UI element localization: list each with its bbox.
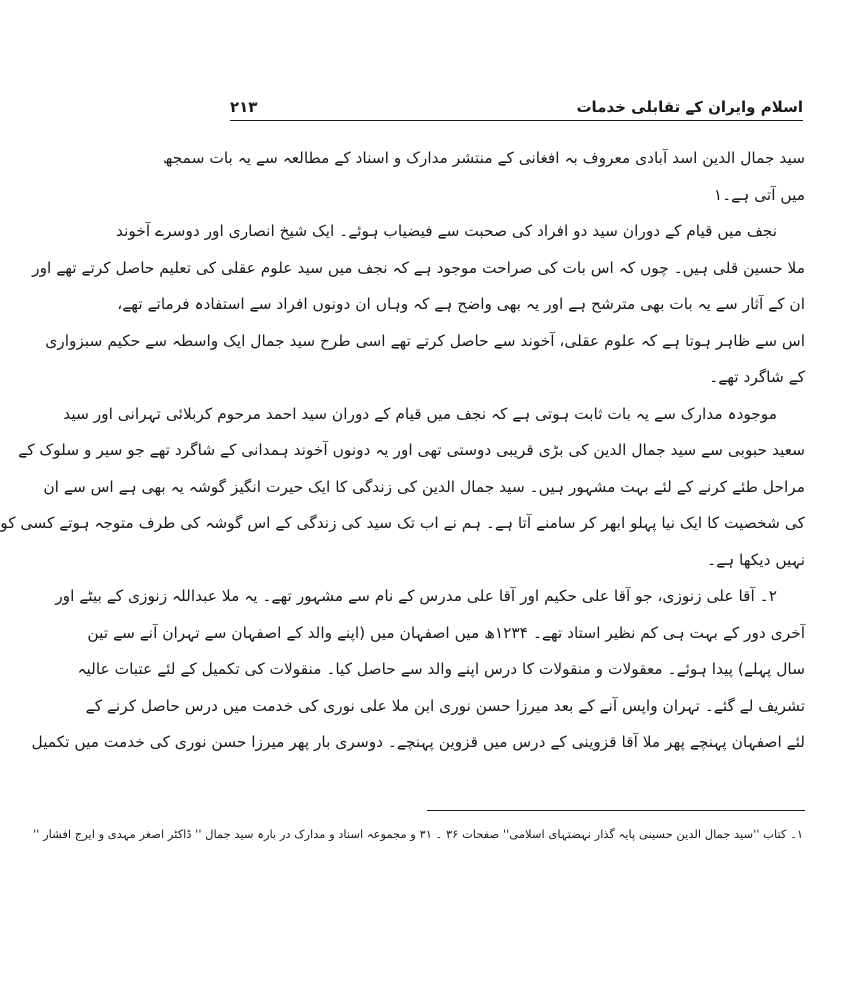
text-line: سال پہلے) پیدا ہوئے۔ معقولات و منقولات کا درس اپنے والد سے حاصل کیا۔ منقولات کی تکمیل کے لئے عتبات عالیہ: [77, 660, 805, 678]
text-line: کی شخصیت کا ایک نیا پہلو ابھر کر سامنے آتا ہے۔ ہم نے اب تک سید کی زندگی کے اس گوشہ کی طرف متوجہ ہوتے کسی کو: [0, 514, 805, 532]
footnote: ۱۔ کتاب ''سید جمال الدین حسینی پایہ گذار نہضتہای اسلامی'' صفحات ۳۶ ۔ ۳۱ و مجموعہ اسناد و مدارک در بارہ سید جمال '' ڈاکٹر اصغر مہدی و ایرج افشار '': [33, 827, 803, 841]
text-line: میں آتی ہے۔۱: [713, 185, 805, 204]
body-text: [0, 140, 805, 761]
text-line: لئے اصفہان پہنچے پھر ملا آقا قزوینی کے درس میں قزوین پہنچے۔ دوسری بار پھر میرزا حسن نوری کی خدمت میں تکمیل: [31, 733, 805, 751]
text-line: سعید حبوبی سے سید جمال الدین کی بڑی قریبی دوستی تھی اور یہ دونوں آخوند ہمدانی کے شاگرد تھے جو سیر و سلوک کے: [18, 441, 805, 459]
text-line: موجودہ مدارک سے یہ بات ثابت ہوتی ہے کہ نجف میں قیام کے دوران سید احمد مرحوم کربلائی تہرانی اور سید: [63, 404, 777, 423]
text-line: سید جمال الدین اسد آبادی معروف بہ افغانی کے منتشر مدارک و اسناد کے مطالعہ سے یہ بات سمجھ: [163, 149, 805, 167]
text-line: ان کے آثار سے یہ بات بھی مترشح ہے اور یہ بھی واضح ہے کہ وہاں ان دونوں افراد سے استفادہ فرماتے تھے،: [117, 295, 805, 313]
text-line: نجف میں قیام کے دوران سید دو افراد کی صحبت سے فیضیاب ہوئے۔ ایک شیخ انصاری اور دوسرے آخوند: [116, 222, 777, 240]
running-title: اسلام وایران کے تقابلی خدمات: [576, 98, 803, 116]
footnote-rule: [427, 810, 805, 811]
text-line: ملا حسین قلی ہیں۔ چوں کہ اس بات کی صراحت موجود ہے کہ نجف میں سید علوم عقلی کی تعلیم حاصل کرتے تھے اور: [32, 258, 805, 277]
text-line: اس سے ظاہر ہوتا ہے کہ علوم عقلی، آخوند سے حاصل کرتے تھے اسی طرح سید جمال ایک واسطہ سے حکیم سبزواری: [45, 331, 805, 350]
text-line: آخری دور کے بہت ہی کم نظیر استاد تھے۔ ۱۲۳۴ھ میں اصفہان میں (اپنے والد کے اصفہان سے تہران آنے سے تین: [87, 623, 805, 642]
page-number: ۲۱۳: [230, 98, 258, 116]
text-line: کے شاگرد تھے۔: [709, 368, 805, 386]
running-header: [230, 92, 803, 116]
header-rule: [230, 120, 803, 121]
text-line: مراحل طئے کرنے کے لئے بہت مشہور ہیں۔ سید جمال الدین کی زندگی کا ایک حیرت انگیز گوشہ یہ بھی ہے اس سے ان: [43, 477, 805, 496]
text-line: نہیں دیکھا ہے۔: [707, 550, 805, 569]
text-line: ۲۔ آقا علی زنوزی، جو آقا علی حکیم اور آقا علی مدرس کے نام سے مشہور تھے۔ یہ ملا عبداللہ زنوزی کے بیٹے اور: [55, 587, 777, 605]
text-line: تشریف لے گئے۔ تہران واپس آنے کے بعد میرزا حسن نوری ابن ملا علی نوری کی خدمت میں درس حاصل کرنے کے: [85, 696, 805, 715]
